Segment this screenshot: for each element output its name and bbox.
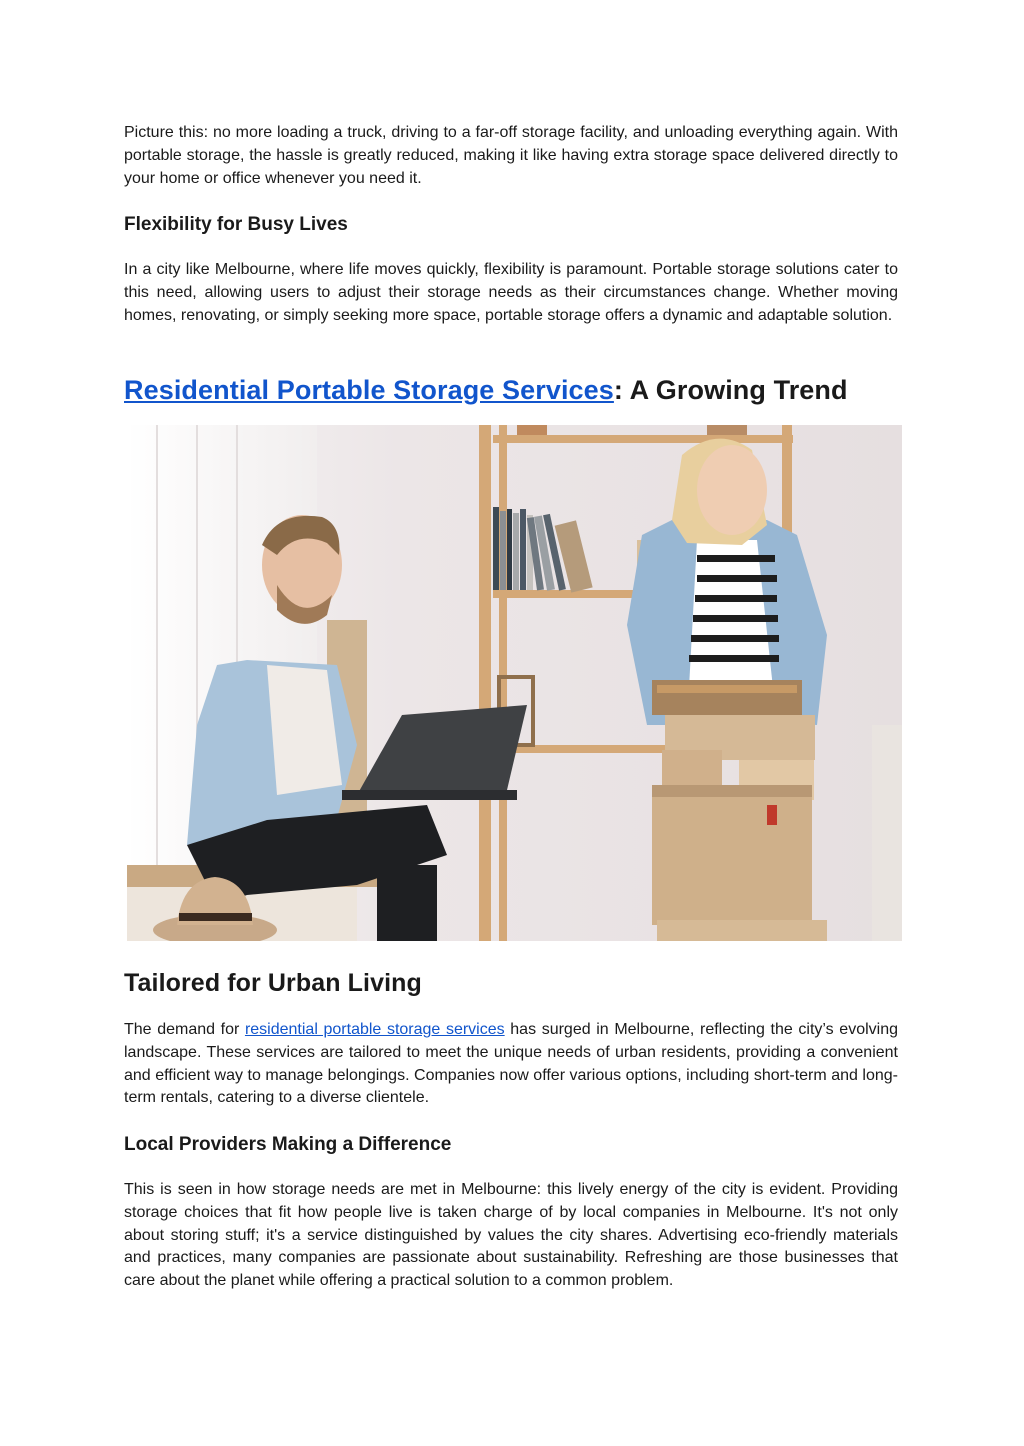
box-stack [652,680,827,941]
urban-paragraph [124,1019,898,1110]
urban-heading: Tailored for Urban Living [124,969,422,997]
urban-paragraph-before: The demand for [124,1021,245,1038]
local-heading: Local Providers Making a Difference [124,1134,452,1155]
trend-heading [124,374,898,406]
intro-paragraph: Picture this: no more loading a truck, driving to a far-off storage facility, and unloading everything again. With portable storage, the hassle is greatly reduced, making it like having extra storage space delivered directly to your home or office whenever you need it. [124,124,898,187]
local-paragraph: This is seen in how storage needs are met in Melbourne: this lively energy of the city is evident. Providing storage choices that fit how people live is taken charge of by local companies in Melbourne. It's not only about storing stuff; it's a service distinguished by values the city shares. Advertising eco-friendly materials and practices, many companies are passionate about sustainability. Refreshing are those businesses that care about the planet while offering a practical solution to a common problem. [124,1181,898,1290]
urban-paragraph-link[interactable]: residential portable storage services [244,1021,505,1038]
photo-illustration [127,425,902,941]
flexibility-heading: Flexibility for Busy Lives [124,214,348,235]
flexibility-paragraph: In a city like Melbourne, where life moves quickly, flexibility is paramount. Portable storage solutions cater to this need, allowing users to adjust their storage needs as their circumstances change. Whether moving homes, renovating, or simply seeking more space, portable storage offers a dynamic and adaptable solution. [124,261,898,324]
trend-heading-rest: : A Growing Trend [613,375,848,405]
couple-packing-photo [127,425,902,941]
trend-heading-link[interactable]: Residential Portable Storage Services [124,375,614,405]
urban-paragraph-after: has surged in Melbourne, reflecting the city’s evolving landscape. These services are tailored to meet the unique needs of urban residents, providing a convenient and efficient way to manage belongings. Companies now offer various options, including short-term and long-term rentals, catering to a diverse clientele. [124,1021,899,1107]
